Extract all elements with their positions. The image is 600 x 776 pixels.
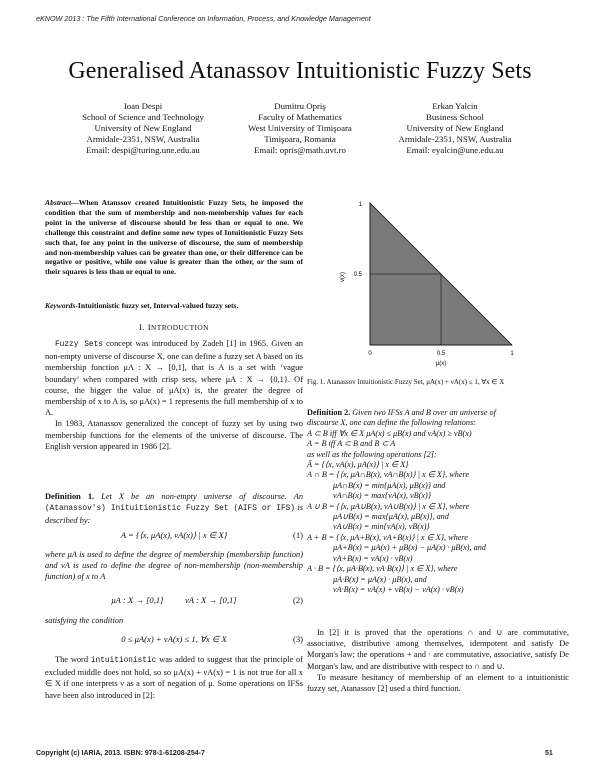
author-affiliation: School of Science and Technology <box>82 112 204 122</box>
definition-2-line: A ∩ B = {⟨x, μA∩B(x), νA∩B(x)⟩ | x ∈ X}, where <box>307 470 469 480</box>
copyright-footer: Copyright (c) IARIA, 2013. ISBN: 978-1-61208-254-7 <box>36 750 205 757</box>
abstract-label: Abstract <box>45 198 72 207</box>
equation-3: 0 ≤ μA(x) + νA(x) ≤ 1, ∀x ∈ X (3) <box>121 634 303 644</box>
author-affiliation: Business School <box>426 112 484 122</box>
conference-header: eKNOW 2013 : The Fifth International Conference on Information, Process, and Knowledge Management <box>36 14 371 23</box>
author-email: Email: despi@turing.une.edu.au <box>86 145 200 155</box>
definition-2-line: μA·B(x) = μA(x) · μB(x), and <box>333 574 427 584</box>
definition-2-line: νA∩B(x) = max{νA(x), νB(x)} <box>333 491 431 501</box>
definition-2-line: νA·B(x) = νA(x) + νB(x) − νA(x) · νB(x) <box>333 584 464 594</box>
definition-2-line: A = B iff A ⊂ B and B ⊂ A <box>307 439 396 449</box>
definition-2-line: as well as the following operations [2]: <box>307 449 437 459</box>
definition-2-line: μA∪B(x) = max{μA(x), μB(x)}, and <box>333 512 449 522</box>
definition-2 <box>307 408 569 595</box>
definition-2-line: νA+B(x) = νA(x) · νB(x) <box>333 553 413 563</box>
author-affiliation: Timişoara, Romania <box>264 134 336 144</box>
definition-1: Definition 1. Let X be an non-empty universe of discourse. An (Atanassov's) Inituitionistic Fuzzy Set (AIFS or IFS) is described by: <box>45 492 304 526</box>
definition-2-line: discourse X, one can define the following relations: <box>307 418 476 428</box>
author-affiliation: Armidale-2351, NSW, Australia <box>398 134 512 144</box>
satisfying-text: satisfying the condition <box>45 616 124 625</box>
author-affiliation: Armidale-2351, NSW, Australia <box>86 134 200 144</box>
paper-title: Generalised Atanassov Intuitionistic Fuzzy Sets <box>68 58 532 84</box>
page-number: 51 <box>545 750 553 757</box>
intro-paragraph-2: In 1983, Atanassov generalized the concept of fuzzy set by using two membership functions for the elements of the universe of discourse. The English version appeared in 1986 [2]. <box>45 419 303 451</box>
right-body-text <box>307 627 569 694</box>
author-affiliation: Faculty of Mathematics <box>258 112 342 122</box>
definition-2-line: μA∩B(x) = min{μA(x), μB(x)} and <box>333 480 446 490</box>
y-tick-label: 0.5 <box>353 272 362 278</box>
author-name: Ioan Despi <box>123 101 163 111</box>
definition-2-line: A ⊂ B iff ∀x ∈ X μA(x) ≤ μB(x) and νA(x) ≥ νB(x) <box>307 428 472 438</box>
author-affiliation: University of New England <box>94 123 192 133</box>
author-affiliation: West University of Timişoara <box>248 123 352 133</box>
definition-2-line: Definition 2. Given two IFSs A and B over an universe of <box>307 408 496 417</box>
x-axis-label: μ(x) <box>435 361 447 367</box>
author-email: Email: eyalcin@une.edu.au <box>406 145 504 155</box>
figure-1-plot <box>330 195 530 373</box>
x-tick-label: 1 <box>510 351 514 357</box>
abstract-text: —When Atanssov created Intuitionistic Fuzzy Sets, he imposed the condition that the sum of membership and non-membership values for each point in the universe of discourse should be less than or equal to one. We challenge this constraint and define some new types of Intuitionistic Fuzzy Sets such that, for any point in the universe of discourse, the sum of membership and non-membership values can be greater than one, or their difference can be negative or positive, while one value is greater than the other, or the sum of their squares is less than or equal to one. <box>45 198 303 277</box>
y-axis-label: ν(x) <box>340 272 346 282</box>
x-tick-label: 0 <box>368 351 372 357</box>
definition-2-line: A · B = {⟨x, μA·B(x), νA·B(x)⟩ | x ∈ X}, where <box>307 564 458 574</box>
definition-2-line: νA∪B(x) = min{νA(x), νB(x)} <box>333 522 430 532</box>
hesitancy-paragraph: To measure hesitancy of membership of an element to a intuitionistic fuzzy set, Atanassov [2] used a third function. <box>307 672 569 694</box>
operations-paragraph: In [2] it is proved that the operations ∩ and ∪ are commutative, associative, distributive among themselves, idempotent and satisfy De Morgan's law; the operations + and · are commutative, associative, satisfy De Morgan's law, and are distributive with respect to ∩ and ∪. <box>307 628 569 671</box>
author-email: Email: opris@math.uvt.ro <box>254 145 346 155</box>
keywords <box>45 301 303 311</box>
definition-1-where: where μA is used to define the degree of membership (membership function) and νA is used to define the degree of non-membership (non-membership function) of x to A <box>45 550 303 582</box>
definition-2-line: μA+B(x) = μA(x) + μB(x) − μA(x) · μB(x), and <box>333 543 486 553</box>
definition-2-line: Ā = {⟨x, νA(x), μA(x)⟩ | x ∈ X} <box>307 460 409 470</box>
abstract <box>45 198 303 277</box>
author-block-3 <box>360 101 550 156</box>
intro-body <box>45 338 303 452</box>
intro-paragraph-1: Fuzzy Sets concept was introduced by Zadeh [1] in 1965. Given an non-empty universe of discourse X, one can define a fuzzy set A based on its membership function μA : X → [0,1], that is A is a set with ‘vague boundary’ when compared with crisp sets, where μA : X → {0,1}. Of course, the bigger the value of μA(x) is, the greater the degree of membership of x to A is, so μA(x) = 1 represents the full membership of x to A. <box>45 339 303 418</box>
author-affiliation: University of New England <box>406 123 504 133</box>
section-heading-introduction: I. INTRODUCTION <box>139 322 209 332</box>
figure-1-caption: Fig. 1. Atanassov Intuitionistic Fuzzy Set, μA(x) + νA(x) ≤ 1, ∀x ∈ X <box>307 378 505 386</box>
intuitionistic-paragraph: The word intuitionistic was added to suggest that the principle of excluded middle does not hold, so so μA(x) + νA(x) = 1 is not true for all x ∈ X if one interprets ν as a sort of negation of μ. Some operations on IFSs have been also introduced in [2]: <box>45 655 303 700</box>
x-tick-label: 0.5 <box>436 351 446 357</box>
definition-2-line: A ∪ B = {⟨x, μA∪B(x), νA∪B(x)⟩ | x ∈ X}, where <box>307 501 470 511</box>
definition-2-line: A + B = {⟨x, μA+B(x), νA+B(x)⟩ | x ∈ X}, where <box>307 532 468 542</box>
y-tick-label: 1 <box>358 202 362 208</box>
equation-1: A = {⟨x, μA(x), νA(x)⟩ | x ∈ X} (1) <box>120 530 303 540</box>
keywords-label: Keywords <box>45 301 76 310</box>
equation-2: μA : X → [0,1] νA : X → [0,1] (2) <box>111 595 303 605</box>
keywords-text: -Intuitionistic fuzzy set, Interval-valued fuzzy sets. <box>75 301 239 310</box>
author-name: Erkan Yalcin <box>432 101 478 111</box>
author-name: Dumitru Opriş <box>274 101 326 111</box>
